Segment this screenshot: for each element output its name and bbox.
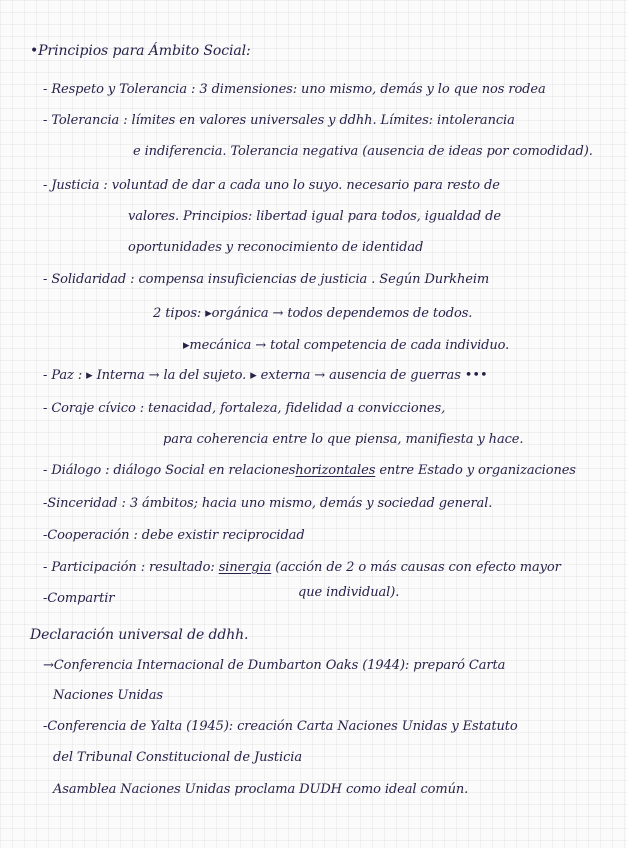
note-justicia-cont-2: oportunidades y reconocimiento de identidad bbox=[128, 240, 424, 255]
underlined-sinergia: sinergia bbox=[218, 560, 272, 575]
note-dialogo-rest: entre Estado y organizaciones bbox=[375, 463, 576, 478]
note-respeto: - Respeto y Tolerancia : 3 dimensiones: uno mismo, demás y lo que nos rodea bbox=[43, 82, 546, 97]
note-sinceridad: -Sinceridad : 3 ámbitos; hacia uno mismo, demás y sociedad general. bbox=[43, 496, 493, 511]
note-solidaridad: - Solidaridad : compensa insuficiencias de justicia . Según Durkheim bbox=[43, 272, 490, 287]
note-coraje-cont: para coherencia entre lo que piensa, manifiesta y hace. bbox=[163, 432, 524, 447]
note-solidaridad-organica: 2 tipos: ▸orgánica → todos dependemos de todos. bbox=[153, 306, 473, 321]
principles-title: •Principios para Ámbito Social: bbox=[30, 43, 251, 59]
note-justicia: - Justicia : voluntad de dar a cada uno lo suyo. necesario para resto de bbox=[43, 178, 500, 193]
note-solidaridad-mecanica: ▸mecánica → total competencia de cada individuo. bbox=[183, 338, 510, 353]
note-yalta-cont: del Tribunal Constitucional de Justicia bbox=[53, 750, 303, 765]
note-justicia-cont-1: valores. Principios: libertad igual para todos, igualdad de bbox=[128, 209, 501, 224]
note-participacion-rest: (acción de 2 o más causas con efecto mayor bbox=[271, 560, 561, 575]
note-dumbarton-oaks: →Conferencia Internacional de Dumbarton Oaks (1944): preparó Carta bbox=[43, 658, 506, 673]
note-dialogo-text: - Diálogo : diálogo Social en relaciones bbox=[43, 463, 296, 478]
note-participacion-cont: que individual). bbox=[298, 585, 400, 600]
note-coraje-civico: - Coraje cívico : tenacidad, fortaleza, fidelidad a convicciones, bbox=[43, 401, 446, 416]
note-tolerancia: - Tolerancia : límites en valores universales y ddhh. Límites: intolerancia bbox=[43, 113, 515, 128]
note-dialogo bbox=[43, 463, 576, 479]
note-participacion-text: - Participación : resultado: bbox=[43, 560, 219, 575]
underlined-horizontales: horizontales bbox=[295, 463, 376, 478]
note-compartir: -Compartir bbox=[43, 591, 115, 606]
note-tolerancia-cont: e indiferencia. Tolerancia negativa (ausencia de ideas por comodidad). bbox=[133, 144, 593, 159]
note-participacion bbox=[43, 560, 561, 576]
section-title-dudh: Declaración universal de ddhh. bbox=[30, 627, 249, 643]
note-yalta: -Conferencia de Yalta (1945): creación Carta Naciones Unidas y Estatuto bbox=[43, 719, 518, 734]
note-paz: - Paz : ▸ Interna → la del sujeto. ▸ externa → ausencia de guerras ••• bbox=[43, 368, 488, 383]
note-asamblea: Asamblea Naciones Unidas proclama DUDH como ideal común. bbox=[53, 782, 469, 797]
note-cooperacion: -Cooperación : debe existir reciprocidad bbox=[43, 528, 305, 543]
note-dumbarton-cont: Naciones Unidas bbox=[53, 688, 163, 703]
